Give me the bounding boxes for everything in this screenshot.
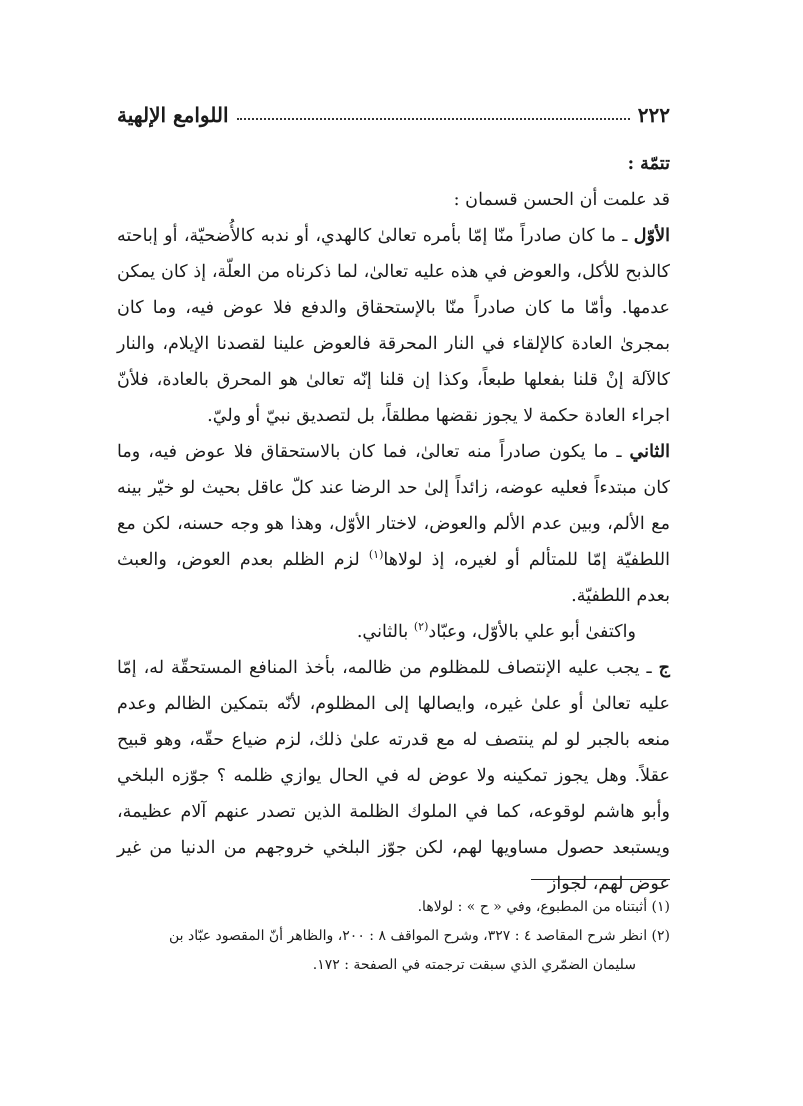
paragraph-first xyxy=(117,218,670,434)
footnote-1: (١) أثبتناه من المطبوع، وفي « ح » : لولاها. xyxy=(417,899,670,915)
section-heading: تتمّة : xyxy=(627,153,670,174)
header-dot-leader xyxy=(237,112,630,120)
jim-label: ج xyxy=(658,657,670,678)
footnote-2: (٢) انظر شرح المقاصد ٤ : ٣٢٧، وشرح المواقف ٨ : ٢٠٠، والظاهر أنّ المقصود عبّاد بن xyxy=(168,928,670,944)
first-text: ـ ما كان صادراً منّا إمّا بأمره تعالىٰ كالهدي، أو ندبه كالأُضحيّة، أو إباحته كالذبح للأكل، والعوض في هذه عليه تعالىٰ، لما ذكرناه من العلّة، إذ كان يمكن عدمها. وأمّا ما كان صادراً منّا بالإستحقاق والدفع فلا عوض فيه، وما كان بمجرىٰ العادة كالإلقاء في النار المحرقة فالعوض علينا لقصدنا الإيلام، والنار كالآلة إنْ قلنا بفعلها طبعاً، وكذا إن قلنا إنّه تعالىٰ هو المحرق بالعادة، فلأنّ اجراء العادة حكمة لا يجوز نقضها مطلقاً، بل لتصديق نبيّ أو وليّ. xyxy=(117,226,670,426)
second-text-a: ـ ما يكون صادراً منه تعالىٰ، فما كان بالاستحقاق فلا عوض فيه، وما كان مبتدءاً فعليه عوضه، زائداً إلىٰ حد الرضا عند كلّ عاقل بحيث لو خيّر بينه مع الألم، وبين عدم الألم والعوض، لاختار الأوّل، وهذا هو وجه حسنه، لكن مع اللطفيّة إمّا للمتألم أو لغيره، إذ لولاها xyxy=(117,442,670,570)
footnote-separator xyxy=(531,879,670,880)
footnotes xyxy=(117,893,670,980)
page-number: ٢٢٢ xyxy=(637,103,670,127)
main-text xyxy=(117,146,670,902)
footnote-ref-1: (١) xyxy=(368,548,384,562)
paragraph-abu-ali xyxy=(117,614,670,650)
jim-text: ـ يجب عليه الإنتصاف للمظلوم من ظالمه، بأخذ المنافع المستحقّة له، إمّا عليه تعالىٰ أو علىٰ غيره، وايصالها إلى المظلوم، لأنّه بتمكين الظالم وعدم منعه بالجبر لو لم ينتصف له مع قدرته علىٰ ذلك، لزم ضياع حقّه، وهو قبيح عقلاً. وهل يجوز تمكينه ولا عوض له في الحال يوازي ظلمه ؟ جوّزه البلخي وأبو هاشم لوقوعه، كما في الملوك الظلمة الذين تصدر عنهم آلام عظيمة، ويستبعد حصول مساويها لهم، لكن جوّز البلخي خروجهم من الدنيا من غير عوض لهم، لجواز xyxy=(117,658,670,894)
footnote-ref-2: (٢) xyxy=(413,620,429,634)
footnote-2-continued: سليمان الضمّري الذي سبقت ترجمته في الصفحة : ١٧٢. xyxy=(312,957,636,973)
abu-text-b: بالثاني. xyxy=(356,622,414,642)
intro-line: قد علمت أن الحسن قسمان : xyxy=(453,190,670,210)
running-header xyxy=(117,95,670,127)
first-label: الأوّل xyxy=(633,225,670,246)
running-title: اللوامع الإلهية xyxy=(117,103,229,127)
paragraph-second xyxy=(117,434,670,614)
second-text-b: لزم الظلم بعدم العوض، والعبث بعدم اللطفيّة. xyxy=(117,550,670,606)
abu-text-a: واكتفىٰ أبو علي بالأوّل، وعبّاد xyxy=(428,622,636,642)
second-label: الثاني xyxy=(629,441,670,462)
paragraph-jim xyxy=(117,650,670,902)
